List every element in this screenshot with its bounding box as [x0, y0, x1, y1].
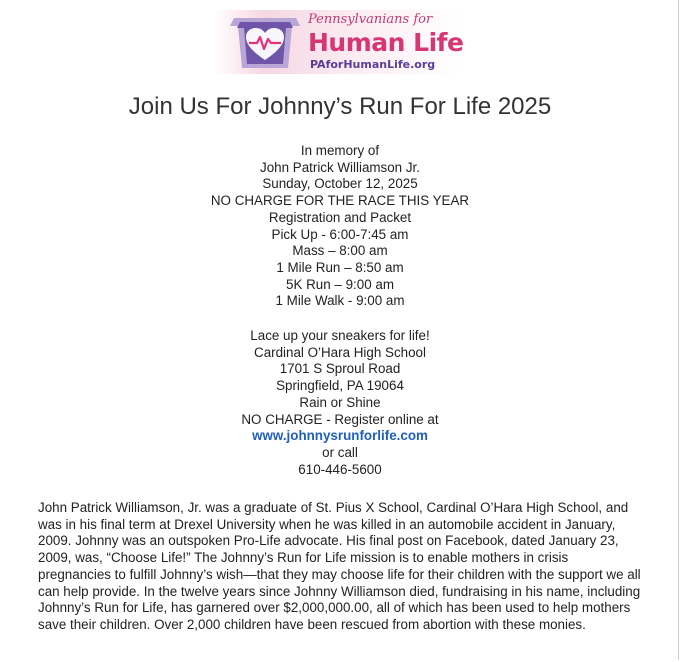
tagline: Lace up your sneakers for life!: [250, 328, 430, 343]
memory-label: In memory of: [300, 143, 380, 158]
venue-name: Cardinal O’Hara High School: [254, 344, 426, 360]
honoree-name: John Patrick Williamson Jr.: [260, 159, 420, 175]
logo-title: Human Life: [308, 28, 464, 57]
event-date: Sunday, October 12, 2025: [262, 176, 418, 192]
weather-note: Rain or Shine: [299, 394, 381, 410]
biography-paragraph: John Patrick Williamson, Jr. was a graduate of St. Pius X School, Cardinal O’Hara High School, and was in his final term at Drexel University when he was killed in an automobile accident in January, 2009. Johnny was an outspoken Pro-Life advocate. His final post on Facebook, dated January 23, 2009, was, “Choose Life!” The Johnny’s Run for Life mission is to enable mothers in crisis pregnancies to fulfill Johnny’s wish—that they may choose life for their children with the support we all can help provide. In the twelve years since Johnny Williamson died, fundraising in his name, including Johnny’s Run for Life, has garnered over $2,000,000.00, all of which has been used to help mothers save their children. Over 2,000 children have been rescued from abortion with these monies.: [38, 500, 641, 632]
one-mile-walk-time: 1 Mile Walk - 9:00 am: [275, 293, 405, 309]
mass-time: Mass – 8:00 am: [292, 243, 388, 259]
venue-city: Springfield, PA 19064: [276, 378, 404, 394]
venue-details: [0, 328, 680, 478]
or-call-text: or call: [322, 444, 358, 460]
keystone-heart-icon: [228, 16, 302, 70]
registration-link[interactable]: www.johnnysrunforlife.com: [252, 428, 428, 444]
venue-street: 1701 S Sproul Road: [279, 361, 401, 377]
organization-logo[interactable]: [214, 10, 462, 74]
five-k-run-time: 5K Run – 9:00 am: [286, 276, 394, 292]
registration-label: Registration and Packet: [268, 209, 412, 225]
packet-pickup-time: Pick Up - 6:00-7:45 am: [271, 226, 409, 242]
event-details: [0, 143, 680, 310]
logo-url: PAforHumanLife.org: [310, 58, 436, 71]
one-mile-run-time: 1 Mile Run – 8:50 am: [276, 259, 404, 275]
logo-subtitle: Pennsylvanians for: [308, 12, 433, 27]
page-title: Join Us For Johnny’s Run For Life 2025: [128, 93, 552, 120]
register-text: NO CHARGE - Register online at: [241, 411, 439, 427]
phone-number: 610-446-5600: [298, 461, 382, 477]
no-charge-notice: NO CHARGE FOR THE RACE THIS YEAR: [210, 193, 470, 209]
